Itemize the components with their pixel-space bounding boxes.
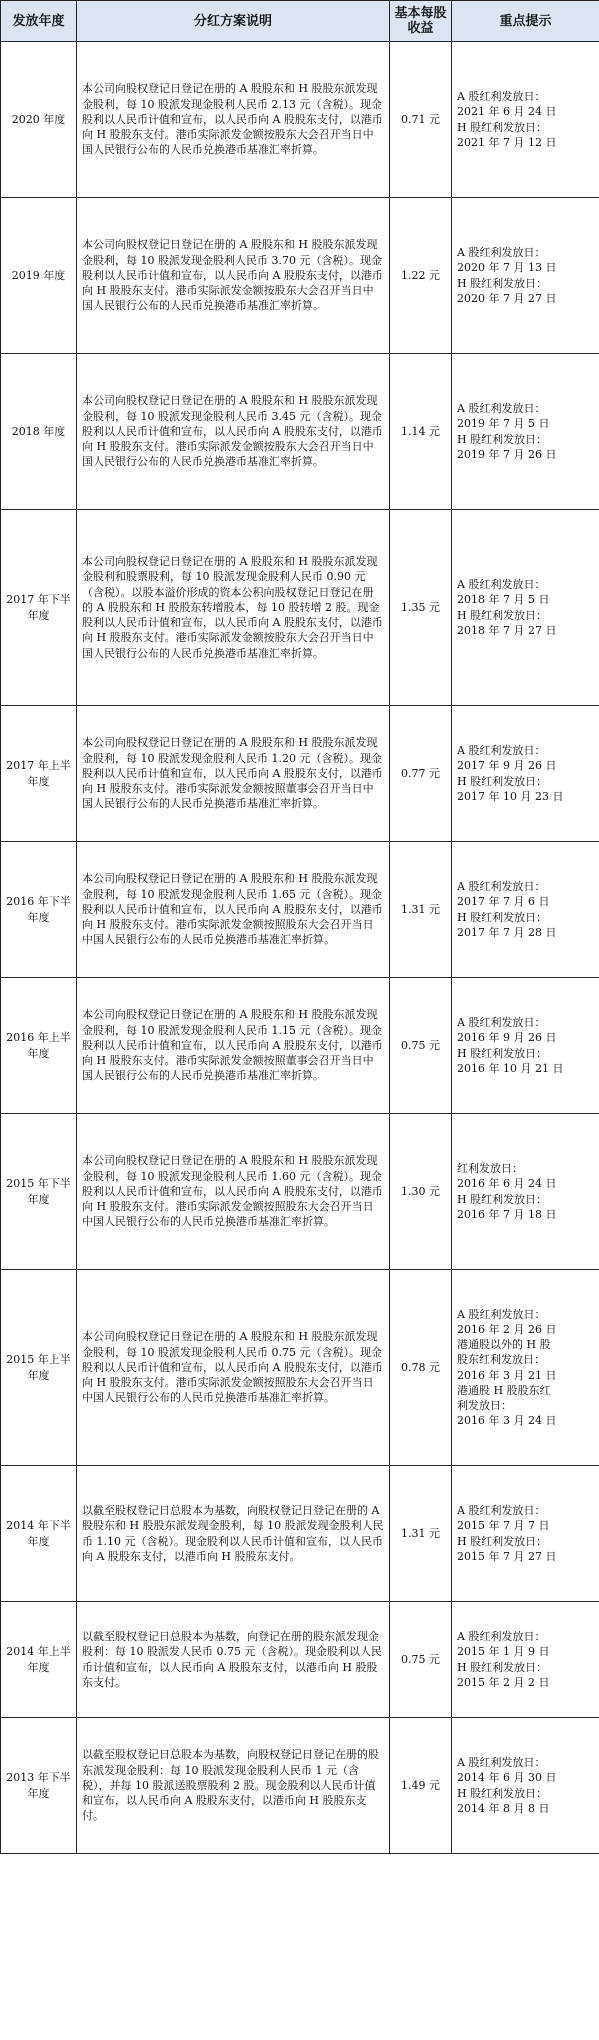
key-note-line: 2017 年 9 月 26 日 — [457, 759, 557, 773]
key-note-line: 2016 年 3 月 24 日 — [457, 1414, 557, 1428]
cell-dividend-plan: 以截至股权登记日总股本为基数，向股权登记日登记在册的股东派发现金股利：每 10 股派发现金股利人民币 1 元（含税），并每 10 股派送股票股利 2 股。现金股利以人民币计值和宣布，以人民币向 A 股股东支付，以港币向 H 股股东支付。 — [77, 1718, 390, 1854]
cell-key-notes — [452, 354, 599, 510]
header-year: 发放年度 — [1, 1, 77, 42]
key-note-line: 2016 年 7 月 18 日 — [457, 1207, 557, 1221]
key-note-line: 港通股 H 股股东红 — [457, 1383, 551, 1397]
table-row — [1, 978, 599, 1114]
key-note-line: 2016 年 2 月 26 日 — [457, 1322, 557, 1336]
cell-year: 2020 年度 — [1, 42, 77, 198]
table-row — [1, 1602, 599, 1718]
table-row — [1, 42, 599, 198]
cell-key-notes — [452, 706, 599, 842]
cell-basic-eps: 1.30 元 — [390, 1114, 452, 1270]
key-note-line: 2017 年 7 月 6 日 — [457, 895, 550, 909]
key-note-line: A 股红利发放日： — [457, 402, 546, 416]
cell-dividend-plan: 以截至股权登记日总股本为基数，向登记在册的股东派发现金股利：每 10 股派发人民币 0.75 元（含税）。现金股利以人民币计值和宣布，以人民币向 A 股股东支付，以港币向 H 股股东支付。 — [77, 1602, 390, 1718]
key-note-line: H 股红利发放日： — [457, 276, 548, 290]
cell-basic-eps: 1.35 元 — [390, 510, 452, 706]
key-note-line: 2019 年 7 月 26 日 — [457, 447, 557, 461]
cell-dividend-plan: 本公司向股权登记日登记在册的 A 股股东和 H 股股东派发现金股利，每 10 股派发现金股利人民币 1.15 元（含税）。现金股利以人民币计值和宣布，以人民币向 A 股股东支付，以港币向 H 股股东支付。港币实际派发金额按照董事会召开当日中国人民银行公布的人民币兑换港币基准汇率折算。 — [77, 978, 390, 1114]
key-note-line: 股东红利发放日： — [457, 1353, 545, 1367]
cell-key-notes — [452, 510, 599, 706]
cell-year: 2016 年下半年度 — [1, 842, 77, 978]
key-note-line: A 股红利发放日： — [457, 744, 546, 758]
cell-dividend-plan: 本公司向股权登记日登记在册的 A 股股东和 H 股股东派发现金股利，每 10 股派发现金股利人民币 3.70 元（含税）。现金股利以人民币计值和宣布，以人民币向 A 股股东支付，以港币向 H 股股东支付。港币实际派发金额按股东大会召开当日中国人民银行公布的人民币兑换港币基准汇率折算。 — [77, 198, 390, 354]
key-note-line: 2015 年 2 月 2 日 — [457, 1675, 550, 1689]
cell-dividend-plan: 本公司向股权登记日登记在册的 A 股股东和 H 股股东派发现金股利，每 10 股派发现金股利人民币 1.65 元（含税）。现金股利以人民币计值和宣布，以人民币向 A 股股东支付，以港币向 H 股股东支付。港币实际派发金额按照股东大会召开当日中国人民银行公布的人民币兑换港币基准汇率折算。 — [77, 842, 390, 978]
cell-year: 2017 年下半年度 — [1, 510, 77, 706]
cell-key-notes — [452, 198, 599, 354]
cell-basic-eps: 0.78 元 — [390, 1270, 452, 1466]
cell-dividend-plan: 本公司向股权登记日登记在册的 A 股股东和 H 股股东派发现金股利，每 10 股派发现金股利人民币 3.45 元（含税）。现金股利以人民币计值和宣布，以人民币向 A 股股东支付，以港币向 H 股股东支付。港币实际派发金额按股东大会召开当日中国人民银行公布的人民币兑换港币基准汇率折算。 — [77, 354, 390, 510]
cell-key-notes — [452, 1114, 599, 1270]
cell-key-notes — [452, 1466, 599, 1602]
key-note-line: 2016 年 9 月 26 日 — [457, 1031, 557, 1045]
key-note-line: H 股红利发放日： — [457, 774, 548, 788]
key-note-line: A 股红利发放日： — [457, 1630, 546, 1644]
key-note-line: A 股红利发放日： — [457, 1756, 546, 1770]
cell-key-notes — [452, 42, 599, 198]
cell-key-notes — [452, 1718, 599, 1854]
key-note-line: H 股红利发放日： — [457, 1192, 548, 1206]
cell-basic-eps: 1.31 元 — [390, 1466, 452, 1602]
key-note-line: 2017 年 10 月 23 日 — [457, 789, 564, 803]
cell-year: 2018 年度 — [1, 354, 77, 510]
cell-dividend-plan: 本公司向股权登记日登记在册的 A 股股东和 H 股股东派发现金股利，每 10 股派发现金股利人民币 1.20 元（含税）。现金股利以人民币计值和宣布，以人民币向 A 股股东支付，以港币向 H 股股东支付。港币实际派发金额按照董事会召开当日中国人民银行公布的人民币兑换港币基准汇率折算。 — [77, 706, 390, 842]
cell-year: 2017 年上半年度 — [1, 706, 77, 842]
cell-basic-eps: 1.31 元 — [390, 842, 452, 978]
table-row — [1, 1114, 599, 1270]
table-row — [1, 1466, 599, 1602]
key-note-line: A 股红利发放日： — [457, 246, 546, 260]
cell-key-notes — [452, 842, 599, 978]
cell-year: 2014 年上半年度 — [1, 1602, 77, 1718]
key-note-line: A 股红利发放日： — [457, 1307, 546, 1321]
key-note-line: H 股红利发放日： — [457, 120, 548, 134]
key-note-line: H 股红利发放日： — [457, 910, 548, 924]
table-body — [1, 42, 599, 1854]
key-note-line: 2019 年 7 月 5 日 — [457, 417, 550, 431]
key-note-line: 2021 年 7 月 12 日 — [457, 135, 557, 149]
header-plan: 分红方案说明 — [77, 1, 390, 42]
key-note-line: 红利发放日： — [457, 1162, 523, 1176]
cell-basic-eps: 0.71 元 — [390, 42, 452, 198]
cell-key-notes — [452, 1602, 599, 1718]
cell-dividend-plan: 以截至股权登记日总股本为基数，向股权登记日登记在册的 A 股股东和 H 股股东派发现金股利，每 10 股派发现金股利人民币 1.10 元（含税）。现金股利以人民币计值和宣布，以人民币向 A 股股东支付，以港币向 H 股股东支付。 — [77, 1466, 390, 1602]
table-row — [1, 1270, 599, 1466]
key-note-line: 2016 年 3 月 21 日 — [457, 1368, 557, 1382]
table-row — [1, 510, 599, 706]
key-note-line: 利发放日： — [457, 1398, 512, 1412]
cell-basic-eps: 1.22 元 — [390, 198, 452, 354]
key-note-line: 2017 年 7 月 28 日 — [457, 925, 557, 939]
cell-year: 2015 年下半年度 — [1, 1114, 77, 1270]
cell-dividend-plan: 本公司向股权登记日登记在册的 A 股股东和 H 股股东派发现金股利和股票股利，每 10 股派发现金股利人民币 0.90 元（含税）。以股本溢价形成的资本公积向股权登记日登记在册的 A 股股东和 H 股股东转增股本，每 10 股转增 2 股。现金股利以人民币计值和宣布，以人民币向 A 股股东支付，以港币向 H 股股东支付。港币实际派发金额按股东大会召开当日中国人民银行公布的人民币兑换港币基准汇率折算。 — [77, 510, 390, 706]
key-note-line: H 股红利发放日： — [457, 1660, 548, 1674]
cell-basic-eps: 0.75 元 — [390, 978, 452, 1114]
key-note-line: A 股红利发放日： — [457, 880, 546, 894]
cell-key-notes — [452, 978, 599, 1114]
cell-year: 2015 年上半年度 — [1, 1270, 77, 1466]
table-header-row — [1, 1, 599, 42]
key-note-line: A 股红利发放日： — [457, 578, 546, 592]
key-note-line: 2016 年 10 月 21 日 — [457, 1061, 564, 1075]
key-note-line: A 股红利发放日： — [457, 90, 546, 104]
cell-key-notes — [452, 1270, 599, 1466]
cell-basic-eps: 1.14 元 — [390, 354, 452, 510]
header-eps: 基本每股收益 — [390, 1, 452, 42]
cell-year: 2014 年下半年度 — [1, 1466, 77, 1602]
key-note-line: 2014 年 6 月 30 日 — [457, 1771, 557, 1785]
cell-basic-eps: 1.49 元 — [390, 1718, 452, 1854]
key-note-line: 2020 年 7 月 13 日 — [457, 261, 557, 275]
table-row — [1, 1718, 599, 1854]
cell-basic-eps: 0.77 元 — [390, 706, 452, 842]
key-note-line: 2021 年 6 月 24 日 — [457, 105, 557, 119]
key-note-line: 2018 年 7 月 27 日 — [457, 623, 557, 637]
cell-year: 2016 年上半年度 — [1, 978, 77, 1114]
table-row — [1, 354, 599, 510]
key-note-line: 2020 年 7 月 27 日 — [457, 291, 557, 305]
key-note-line: H 股红利发放日： — [457, 432, 548, 446]
key-note-line: H 股红利发放日： — [457, 1786, 548, 1800]
key-note-line: 港通股以外的 H 股 — [457, 1338, 551, 1352]
key-note-line: 2015 年 7 月 27 日 — [457, 1549, 557, 1563]
key-note-line: 2016 年 6 月 24 日 — [457, 1177, 557, 1191]
key-note-line: 2015 年 1 月 9 日 — [457, 1645, 550, 1659]
key-note-line: 2015 年 7 月 7 日 — [457, 1519, 550, 1533]
key-note-line: 2018 年 7 月 5 日 — [457, 593, 550, 607]
table-row — [1, 706, 599, 842]
key-note-line: H 股红利发放日： — [457, 608, 548, 622]
key-note-line: A 股红利发放日： — [457, 1016, 546, 1030]
cell-year: 2013 年下半年度 — [1, 1718, 77, 1854]
cell-dividend-plan: 本公司向股权登记日登记在册的 A 股股东和 H 股股东派发现金股利，每 10 股派发现金股利人民币 2.13 元（含税）。现金股利以人民币计值和宣布，以人民币向 A 股股东支付，以港币向 H 股股东支付。港币实际派发金额按股东大会召开当日中国人民银行公布的人民币兑换港币基准汇率折算。 — [77, 42, 390, 198]
table-row — [1, 842, 599, 978]
key-note-line: H 股红利发放日： — [457, 1046, 548, 1060]
table-row — [1, 198, 599, 354]
cell-dividend-plan: 本公司向股权登记日登记在册的 A 股股东和 H 股股东派发现金股利，每 10 股派发现金股利人民币 1.60 元（含税）。现金股利以人民币计值和宣布，以人民币向 A 股股东支付，以港币向 H 股股东支付。港币实际派发金额按照股东大会召开当日中国人民银行公布的人民币兑换港币基准汇率折算。 — [77, 1114, 390, 1270]
cell-basic-eps: 0.75 元 — [390, 1602, 452, 1718]
cell-year: 2019 年度 — [1, 198, 77, 354]
key-note-line: 2014 年 8 月 8 日 — [457, 1801, 550, 1815]
cell-dividend-plan: 本公司向股权登记日登记在册的 A 股股东和 H 股股东派发现金股利，每 10 股派发现金股利人民币 0.75 元（含税）。现金股利以人民币计值和宣布，以人民币向 A 股股东支付，以港币向 H 股股东支付。港币实际派发金额按照股东大会召开当日中国人民银行公布的人民币兑换港币基准汇率折算。 — [77, 1270, 390, 1466]
key-note-line: A 股红利发放日： — [457, 1504, 546, 1518]
header-key-notes: 重点提示 — [452, 1, 599, 42]
key-note-line: H 股红利发放日： — [457, 1534, 548, 1548]
